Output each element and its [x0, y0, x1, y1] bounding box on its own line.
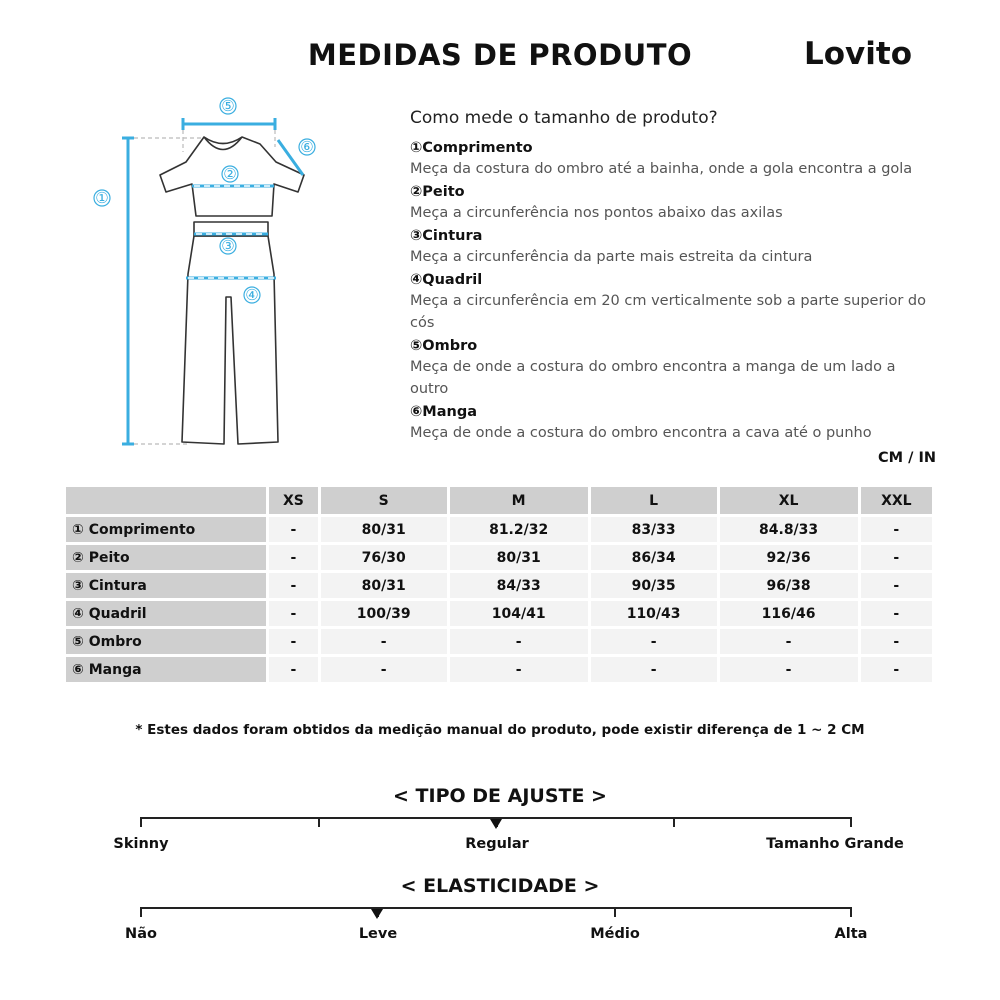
- table-cell: 100/39: [321, 601, 447, 626]
- table-cell: -: [861, 545, 932, 570]
- unit-label: CM / IN: [878, 450, 936, 466]
- table-cell: 96/38: [720, 573, 858, 598]
- size-header: XL: [720, 487, 858, 514]
- elasticity-label-medium: Médio: [590, 926, 640, 942]
- measurement-note: * Estes dados foram obtidos da medição manual do produto, pode existir diferença de 1 ~ 2 CM: [135, 722, 865, 738]
- fit-label-plus-size: Tamanho Grande: [766, 836, 904, 852]
- table-cell: 104/41: [450, 601, 588, 626]
- instruction-sleeve: [410, 402, 930, 444]
- table-cell: -: [450, 629, 588, 654]
- elasticity-scale-tick: [140, 907, 142, 917]
- instruction-desc: Meça de onde a costura do ombro encontra a cava até o punho: [410, 425, 872, 441]
- table-cell: -: [269, 657, 318, 682]
- table-cell: 84.8/33: [720, 517, 858, 542]
- instruction-head: ⑥Manga: [410, 404, 477, 420]
- page-title: MEDIDAS DE PRODUTO: [307, 38, 693, 72]
- table-cell: 116/46: [720, 601, 858, 626]
- row-label: ⑥ Manga: [66, 657, 266, 682]
- row-label: ④ Quadril: [66, 601, 266, 626]
- size-table: [63, 484, 935, 685]
- instruction-desc: Meça a circunferência da parte mais estreita da cintura: [410, 249, 813, 265]
- table-cell: 83/33: [591, 517, 717, 542]
- instruction-desc: Meça a circunferência nos pontos abaixo das axilas: [410, 205, 783, 221]
- instruction-desc: Meça de onde a costura do ombro encontra a manga de um lado a outro: [410, 359, 896, 397]
- size-header: M: [450, 487, 588, 514]
- table-cell: -: [861, 573, 932, 598]
- table-cell: -: [450, 657, 588, 682]
- table-cell: 76/30: [321, 545, 447, 570]
- elasticity-label-none: Não: [125, 926, 157, 942]
- table-cell: 80/31: [321, 573, 447, 598]
- fit-selected-marker: [490, 819, 502, 829]
- elasticity-label-high: Alta: [834, 926, 868, 942]
- table-cell: -: [269, 517, 318, 542]
- instruction-head: ⑤Ombro: [410, 338, 478, 354]
- figure-label-shoulder: ⑤: [221, 97, 235, 115]
- table-corner: [66, 487, 266, 514]
- table-cell: -: [321, 629, 447, 654]
- elasticity-scale-tick: [614, 907, 616, 917]
- table-header-row: [66, 487, 932, 514]
- brand-logo: Lovito: [804, 36, 913, 72]
- instruction-head: ④Quadril: [410, 272, 483, 288]
- table-cell: 84/33: [450, 573, 588, 598]
- row-label: ① Comprimento: [66, 517, 266, 542]
- instruction-head: ③Cintura: [410, 228, 483, 244]
- instruction-length: [410, 138, 930, 180]
- table-cell: -: [861, 657, 932, 682]
- instruction-chest: [410, 182, 930, 224]
- table-cell: -: [591, 657, 717, 682]
- size-header: XXL: [861, 487, 932, 514]
- table-row: [66, 545, 932, 570]
- table-row: [66, 657, 932, 682]
- table-cell: 80/31: [321, 517, 447, 542]
- table-cell: -: [321, 657, 447, 682]
- instruction-shoulder: [410, 336, 930, 400]
- table-row: [66, 629, 932, 654]
- row-label: ⑤ Ombro: [66, 629, 266, 654]
- table-cell: -: [269, 601, 318, 626]
- table-cell: 80/31: [450, 545, 588, 570]
- table-cell: -: [720, 629, 858, 654]
- table-cell: -: [269, 573, 318, 598]
- elasticity-scale-line: [140, 907, 852, 909]
- table-cell: 86/34: [591, 545, 717, 570]
- elasticity-scale-tick: [850, 907, 852, 917]
- instruction-waist: [410, 226, 930, 268]
- instruction-hip: [410, 270, 930, 334]
- figure-label-waist: ③: [221, 237, 235, 255]
- table-cell: -: [720, 657, 858, 682]
- figure-label-chest: ②: [223, 165, 237, 183]
- figure-label-hip: ④: [245, 286, 259, 304]
- instruction-head: ②Peito: [410, 184, 465, 200]
- fit-scale-tick: [673, 817, 675, 827]
- table-cell: 110/43: [591, 601, 717, 626]
- measure-instructions: [410, 138, 930, 446]
- table-cell: -: [591, 629, 717, 654]
- figure-label-length: ①: [95, 189, 109, 207]
- fit-scale-tick: [318, 817, 320, 827]
- instruction-desc: Meça a circunferência em 20 cm verticalmente sob a parte superior do cós: [410, 293, 926, 331]
- fit-scale-tick: [140, 817, 142, 827]
- elasticity-selected-marker: [371, 909, 383, 919]
- garment-diagram: [88, 92, 338, 452]
- table-cell: 92/36: [720, 545, 858, 570]
- table-cell: -: [861, 601, 932, 626]
- table-row: [66, 517, 932, 542]
- table-row: [66, 601, 932, 626]
- table-cell: 90/35: [591, 573, 717, 598]
- fit-scale-tick: [850, 817, 852, 827]
- row-label: ② Peito: [66, 545, 266, 570]
- how-to-measure-title: Como mede o tamanho de produto?: [410, 108, 718, 128]
- instruction-head: ①Comprimento: [410, 140, 533, 156]
- fit-label-regular: Regular: [465, 836, 529, 852]
- table-cell: 81.2/32: [450, 517, 588, 542]
- row-label: ③ Cintura: [66, 573, 266, 598]
- fit-type-title: < TIPO DE AJUSTE >: [393, 785, 607, 807]
- figure-label-sleeve: ⑥: [300, 138, 314, 156]
- instruction-desc: Meça da costura do ombro até a bainha, onde a gola encontra a gola: [410, 161, 913, 177]
- size-header: XS: [269, 487, 318, 514]
- size-header: L: [591, 487, 717, 514]
- table-cell: -: [269, 545, 318, 570]
- elasticity-title: < ELASTICIDADE >: [400, 875, 600, 897]
- table-cell: -: [861, 629, 932, 654]
- table-row: [66, 573, 932, 598]
- pants-outline: [182, 236, 278, 444]
- table-cell: -: [269, 629, 318, 654]
- table-cell: -: [861, 517, 932, 542]
- fit-label-skinny: Skinny: [113, 836, 169, 852]
- size-header: S: [321, 487, 447, 514]
- elasticity-label-light: Leve: [358, 926, 398, 942]
